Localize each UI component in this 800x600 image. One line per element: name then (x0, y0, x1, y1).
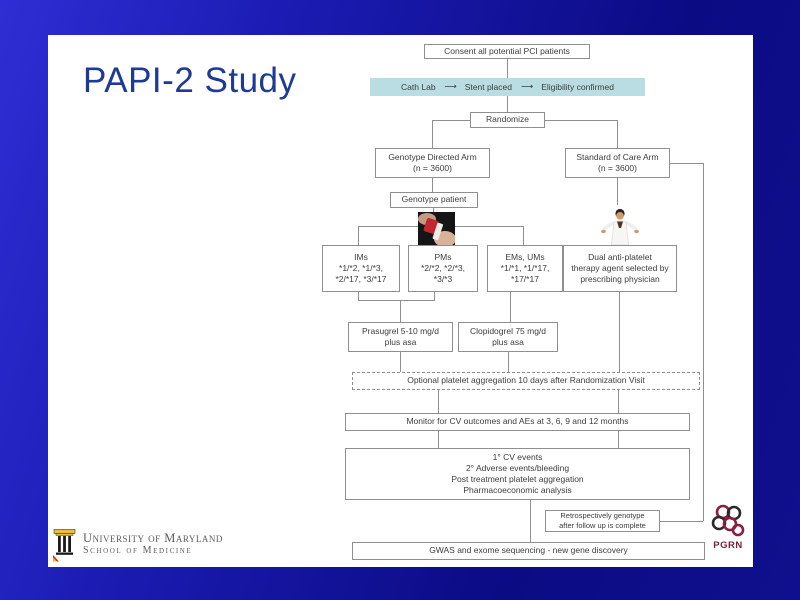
umd-logo-line1: University of Maryland (83, 530, 223, 545)
pipeline-step: Stent placed (464, 82, 512, 92)
standard-arm-line: (n = 3600) (598, 163, 637, 173)
consent-label: Consent all potential PCI patients (444, 45, 570, 56)
connector-standardarm-bypass-top (670, 163, 703, 164)
pipeline-step: Eligibility confirmed (541, 82, 614, 92)
pms-genotype-box (408, 245, 478, 292)
connector-outcomes-gwas (530, 500, 531, 542)
retrospective-line: after follow up is complete (559, 521, 646, 530)
retrospective-line: Retrospectively genotype (560, 511, 645, 521)
umd-logo-text (83, 532, 223, 556)
pms-line: PMs (434, 251, 452, 262)
connector-bypass-vertical (703, 163, 704, 521)
consent-box (424, 44, 590, 59)
outcomes-line: Post treatment platelet aggregation (451, 474, 584, 484)
monitor-box (345, 413, 690, 431)
connector-cathlab-randomize (507, 96, 508, 112)
genotype-directed-arm-box (375, 148, 490, 178)
slide-title: PAPI-2 Study (83, 61, 297, 100)
connector-randomize-left (432, 120, 470, 121)
connector-ems-clopidogrel (510, 292, 511, 322)
ems-ums-genotype-box (487, 245, 563, 292)
genotype-test-photo (418, 212, 455, 245)
connector-optional-monitor-right (618, 390, 619, 413)
slide-canvas (48, 35, 753, 567)
pgrn-logo-label: PGRN (713, 540, 743, 551)
genotype-patient-box (390, 192, 478, 208)
dual-line: prescribing physician (580, 274, 660, 285)
outcomes-line: 1° CV events (492, 451, 543, 462)
standard-arm-line: Standard of Care Arm (576, 151, 659, 162)
genotype-arm-line: Genotype Directed Arm (388, 151, 477, 162)
pgrn-logo (704, 503, 752, 551)
ims-genotype-box (322, 245, 400, 292)
umd-logo (52, 526, 223, 562)
connector-left-arm-drop (432, 120, 433, 148)
connector-drop-ems (523, 226, 524, 245)
umd-logo-line2: School of Medicine (83, 545, 193, 557)
arrow-icon: ⟶ (521, 82, 533, 92)
arrow-icon: ⟶ (444, 82, 456, 92)
monitor-label: Monitor for CV outcomes and AEs at 3, 6, 9 and 12 months (406, 416, 629, 427)
connector-prasugrel-optional (400, 352, 401, 372)
connector-monitor-outcomes-left (438, 431, 439, 448)
connector-right-arm-drop (617, 120, 618, 148)
cathlab-pipeline-band (370, 78, 645, 96)
prasugrel-line: plus asa (384, 337, 417, 347)
ems-line: *17/*17 (511, 274, 539, 285)
connector-dual-optional (619, 292, 620, 372)
connector-clopidogrel-optional (508, 352, 509, 372)
connector-randomize-right (545, 120, 617, 121)
outcomes-line: Pharmacoeconomic analysis (463, 485, 572, 496)
pipeline-step: Cath Lab (401, 82, 436, 92)
gwas-label: GWAS and exome sequencing - new gene discovery (429, 545, 628, 556)
connector-drop-ims (358, 226, 359, 245)
connector-merge-bar (358, 300, 435, 301)
standard-of-care-arm-box (565, 148, 670, 178)
genotype-patient-label: Genotype patient (401, 194, 467, 205)
clopidogrel-line: plus asa (492, 337, 524, 347)
prasugrel-box (348, 322, 453, 352)
ems-line: EMs, UMs (505, 251, 545, 262)
ims-line: IMs (354, 251, 368, 262)
gwas-box (352, 542, 705, 560)
outcomes-box (345, 448, 690, 500)
connector-consent-cathlab (507, 59, 508, 78)
physician-photo (600, 205, 640, 245)
ims-line: *1/*2, *1/*3, (339, 262, 383, 273)
ems-line: *1/*1, *1/*17, (500, 262, 550, 273)
dual-line: Dual anti-platelet (588, 251, 652, 262)
pgrn-rings-icon (707, 503, 749, 539)
dual-antiplatelet-box (563, 245, 677, 292)
optional-aggregation-box (352, 372, 700, 390)
ims-line: *2/*17, *3/*17 (335, 274, 387, 285)
connector-bypass-retrospective (660, 521, 703, 522)
pms-line: *3/*3 (433, 274, 453, 285)
connector-arm-genotypepatient (432, 178, 433, 192)
outcomes-line: 2° Adverse events/bleeding (465, 462, 570, 473)
clopidogrel-line: Clopidogrel 75 mg/d (469, 325, 547, 336)
retrospective-genotype-box (545, 510, 660, 532)
genotype-arm-line: (n = 3600) (413, 163, 452, 173)
randomize-label: Randomize (486, 114, 529, 125)
clopidogrel-box (458, 322, 558, 352)
connector-merge-prasugrel (400, 300, 401, 322)
dual-line: therapy agent selected by (571, 262, 669, 273)
connector-monitor-outcomes-right (618, 431, 619, 448)
randomize-box (470, 112, 545, 128)
connector-optional-monitor-left (438, 390, 439, 413)
prasugrel-line: Prasugrel 5-10 mg/d (361, 325, 439, 336)
umd-shield-icon (52, 526, 77, 562)
optional-aggregation-label: Optional platelet aggregation 10 days after Randomization Visit (407, 375, 645, 386)
pms-line: *2/*2, *2/*3, (421, 262, 465, 273)
